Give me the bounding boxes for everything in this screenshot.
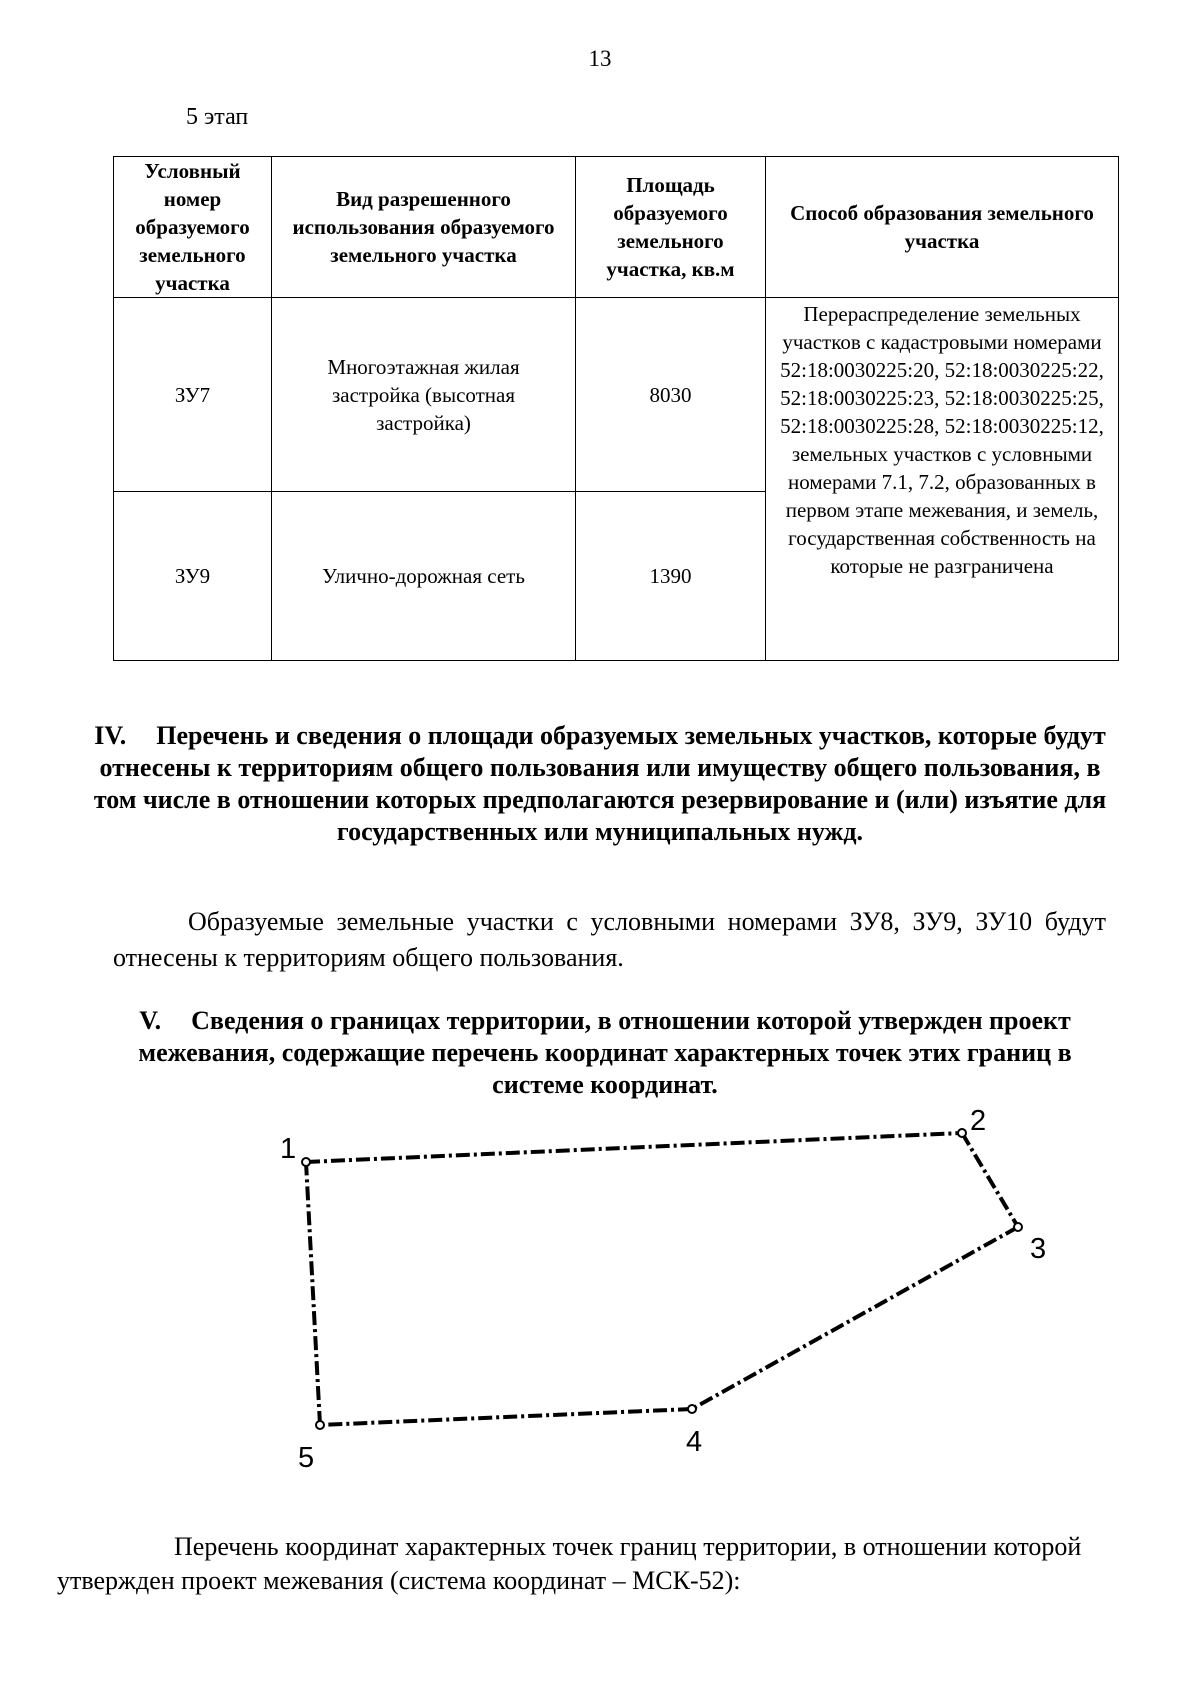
cell-area: 8030 [576, 298, 766, 492]
boundary-segment-3-4 [692, 1227, 1018, 1409]
boundary-point-1 [302, 1158, 310, 1166]
boundary-point-2 [958, 1129, 966, 1137]
page-number: 13 [588, 46, 612, 71]
cell-permitted-use: Улично-дорожная сеть [272, 492, 576, 661]
section-4-title: Перечень и сведения о площади образуемых земельных участков, которые будут отнесены к территориям общего пользования или имуществу общего пользования, в том числе в отношении которых предполагаются резервирование и (или) изъятие для государственных или муниципальных нужд. [93, 721, 1107, 846]
section-4-number: IV. [94, 721, 127, 750]
section-4-heading [90, 720, 1110, 848]
boundary-point-3 [1014, 1223, 1022, 1231]
boundary-diagram [0, 1100, 1200, 1480]
table-row [114, 298, 1119, 492]
stage-label: 5 этап [186, 104, 249, 130]
cell-plot-number: ЗУ9 [114, 492, 272, 661]
coordinates-intro-paragraph [57, 1530, 1117, 1598]
coordinates-intro-text: Перечень координат характерных точек границ территории, в отношении которой утвержден проект межевания (система координат – МСК-52): [57, 1532, 1082, 1595]
section-4-paragraph-text: Образуемые земельные участки с условными номерами ЗУ8, ЗУ9, ЗУ10 будут отнесены к территориям общего пользования. [113, 907, 1106, 972]
cell-permitted-use: Многоэтажная жилая застройка (высотная застройка) [272, 298, 576, 492]
section-5-heading [130, 1005, 1080, 1101]
boundary-segment-5-1 [306, 1162, 320, 1425]
point-label-1: 1 [280, 1133, 297, 1165]
section-5-title: Сведения о границах территории, в отношении которой утвержден проект межевания, содержащие перечень координат характерных точек этих границ в системе координат. [138, 1006, 1072, 1099]
header-area: Площадь образуемого земельного участка, кв.м [576, 157, 766, 298]
section-5-number: V. [139, 1006, 162, 1035]
header-plot-number: Условный номер образуемого земельного участка [114, 157, 272, 298]
section-4-paragraph [113, 904, 1106, 976]
boundary-point-5 [316, 1421, 324, 1429]
boundary-segment-2-3 [962, 1133, 1018, 1227]
boundary-segment-1-2 [306, 1133, 962, 1162]
plots-table [113, 156, 1119, 661]
cell-area: 1390 [576, 492, 766, 661]
point-label-3: 3 [1030, 1233, 1047, 1265]
header-formation-method: Способ образования земельного участка [766, 157, 1119, 298]
cell-plot-number: ЗУ7 [114, 298, 272, 492]
table-header-row [114, 157, 1119, 298]
point-label-4: 4 [686, 1426, 703, 1458]
point-label-2: 2 [970, 1105, 987, 1137]
cell-formation-method: Перераспределение земельных участков с кадастровыми номерами 52:18:0030225:20, 52:18:0030225:22, 52:18:0030225:23, 52:18:0030225:25, 52:18:0030225:28, 52:18:0030225:12, земельных участков с условными номерами 7.1, 7.2, образованных в первом этапе межевания, и земель, государственная собственность на которые не разграничена [766, 298, 1119, 661]
point-label-5: 5 [298, 1442, 315, 1474]
header-permitted-use: Вид разрешенного использования образуемого земельного участка [272, 157, 576, 298]
boundary-segment-4-5 [320, 1409, 692, 1425]
boundary-point-4 [688, 1405, 696, 1413]
